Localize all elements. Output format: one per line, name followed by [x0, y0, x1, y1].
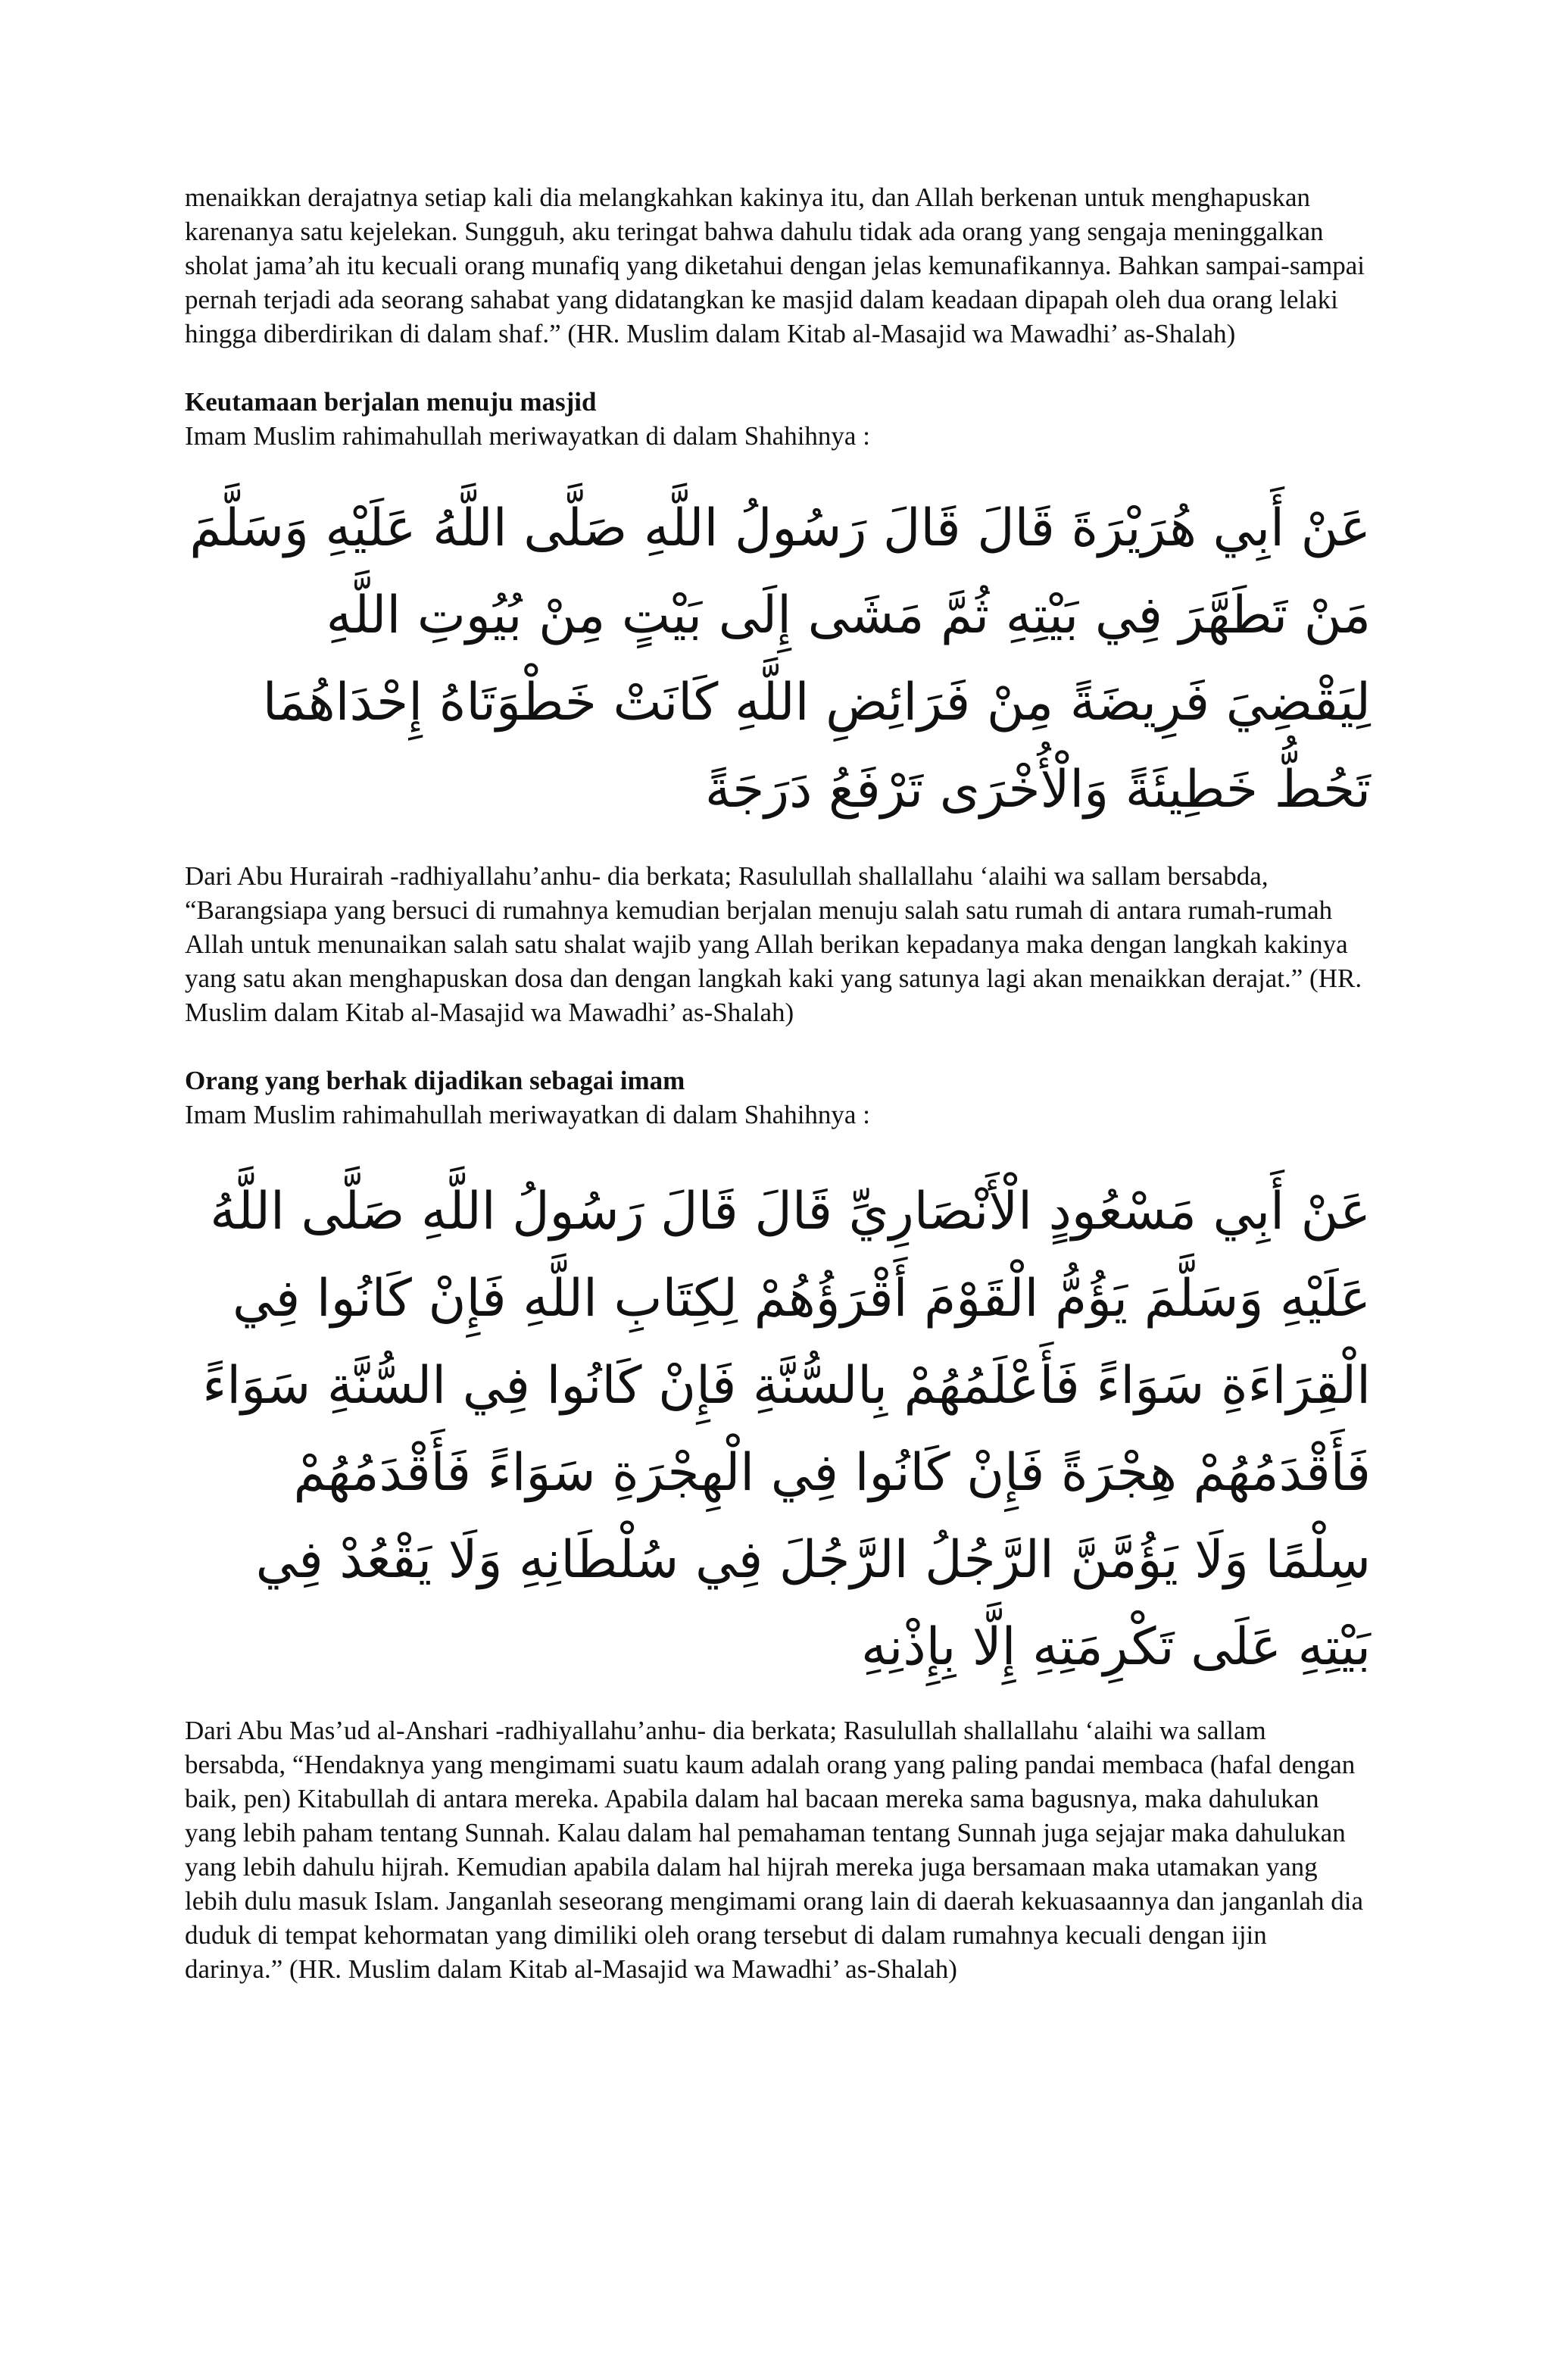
arabic-hadith-1: عَنْ أَبِي هُرَيْرَةَ قَالَ قَالَ رَسُولُ اللَّهِ صَلَّى اللَّهُ عَلَيْهِ وَسَلَّمَ مَنْ تَطَهَّرَ فِي بَيْتِهِ ثُمَّ مَشَى إِلَى بَيْتٍ مِنْ بُيُوتِ اللَّهِ لِيَقْضِيَ فَرِيضَةً مِنْ فَرَائِضِ اللَّهِ كَانَتْ خَطْوَتَاهُ إِحْدَاهُمَا تَحُطُّ خَطِيئَةً وَالْأُخْرَى تَرْفَعُ دَرَجَةً [189, 498, 1371, 820]
section-heading-imam: Orang yang berhak dijadikan sebagai imam [185, 1066, 685, 1095]
section-intro-1: Imam Muslim rahimahullah meriwayatkan di dalam Shahihnya : [185, 421, 870, 451]
arabic-hadith-2: عَنْ أَبِي مَسْعُودٍ الْأَنْصَارِيِّ قَالَ قَالَ رَسُولُ اللَّهِ صَلَّى اللَّهُ عَلَيْهِ وَسَلَّمَ يَؤُمُّ الْقَوْمَ أَقْرَؤُهُمْ لِكِتَابِ اللَّهِ فَإِنْ كَانُوا فِي الْقِرَاءَةِ سَوَاءً فَأَعْلَمُهُمْ بِالسُّنَّةِ فَإِنْ كَانُوا فِي السُّنَّةِ سَوَاءً فَأَقْدَمُهُمْ هِجْرَةً فَإِنْ كَانُوا فِي الْهِجْرَةِ سَوَاءً فَأَقْدَمُهُمْ سِلْمًا وَلَا يَؤُمَّنَّ الرَّجُلُ الرَّجُلَ فِي سُلْطَانِهِ وَلَا يَقْعُدْ فِي بَيْتِهِ عَلَى تَكْرِمَتِهِ إِلَّا بِإِذْنِهِ [202, 1182, 1371, 1677]
paragraph-top: menaikkan derajatnya setiap kali dia melangkahkan kakinya itu, dan Allah berkenan untuk menghapuskan karenanya satu kejelekan. Sungguh, aku teringat bahwa dahulu tidak ada orang yang sengaja meninggalkan sholat jama’ah itu kecuali orang munafiq yang diketahui dengan jelas kemunafikannya. Bahkan sampai-sampai pernah terjadi ada seorang sahabat yang didatangkan ke masjid dalam keadaan dipapah oleh dua orang lelaki hingga diberdirikan di dalam shaf.” (HR. Muslim dalam Kitab al-Masajid wa Mawadhi’ as-Shalah) [185, 183, 1365, 348]
section-intro-2: Imam Muslim rahimahullah meriwayatkan di dalam Shahihnya : [185, 1100, 870, 1129]
section-heading-walking-to-mosque: Keutamaan berjalan menuju masjid [185, 387, 597, 417]
translation-hadith-1: Dari Abu Hurairah -radhiyallahu’anhu- dia berkata; Rasulullah shallallahu ‘alaihi wa sallam bersabda, “Barangsiapa yang bersuci di rumahnya kemudian berjalan menuju salah satu rumah di antara rumah-rumah Allah untuk menunaikan salah satu shalat wajib yang Allah berikan kepadanya maka dengan langkah kakinya yang satu akan menghapuskan dosa dan dengan langkah kaki yang satunya lagi akan menaikkan derajat.” (HR. Muslim dalam Kitab al-Masajid wa Mawadhi’ as-Shalah) [185, 861, 1362, 1027]
document-page [185, 180, 1371, 1986]
translation-hadith-2: Dari Abu Mas’ud al-Anshari -radhiyallahu’anhu- dia berkata; Rasulullah shallallahu ‘alaihi wa sallam bersabda, “Hendaknya yang mengimami suatu kaum adalah orang yang paling pandai membaca (hafal dengan baik, pen) Kitabullah di antara mereka. Apabila dalam hal bacaan mereka sama bagusnya, maka dahulukan yang lebih paham tentang Sunnah. Kalau dalam hal pemahaman tentang Sunnah juga sejajar maka dahulukan yang lebih dahulu hijrah. Kemudian apabila dalam hal hijrah mereka juga bersamaan maka utamakan yang lebih dulu masuk Islam. Janganlah seseorang mengimami orang lain di daerah kekuasaannya dan janganlah dia duduk di tempat kehormatan yang dimiliki oleh orang tersebut di dalam rumahnya kecuali dengan ijin darinya.” (HR. Muslim dalam Kitab al-Masajid wa Mawadhi’ as-Shalah) [185, 1716, 1364, 1984]
